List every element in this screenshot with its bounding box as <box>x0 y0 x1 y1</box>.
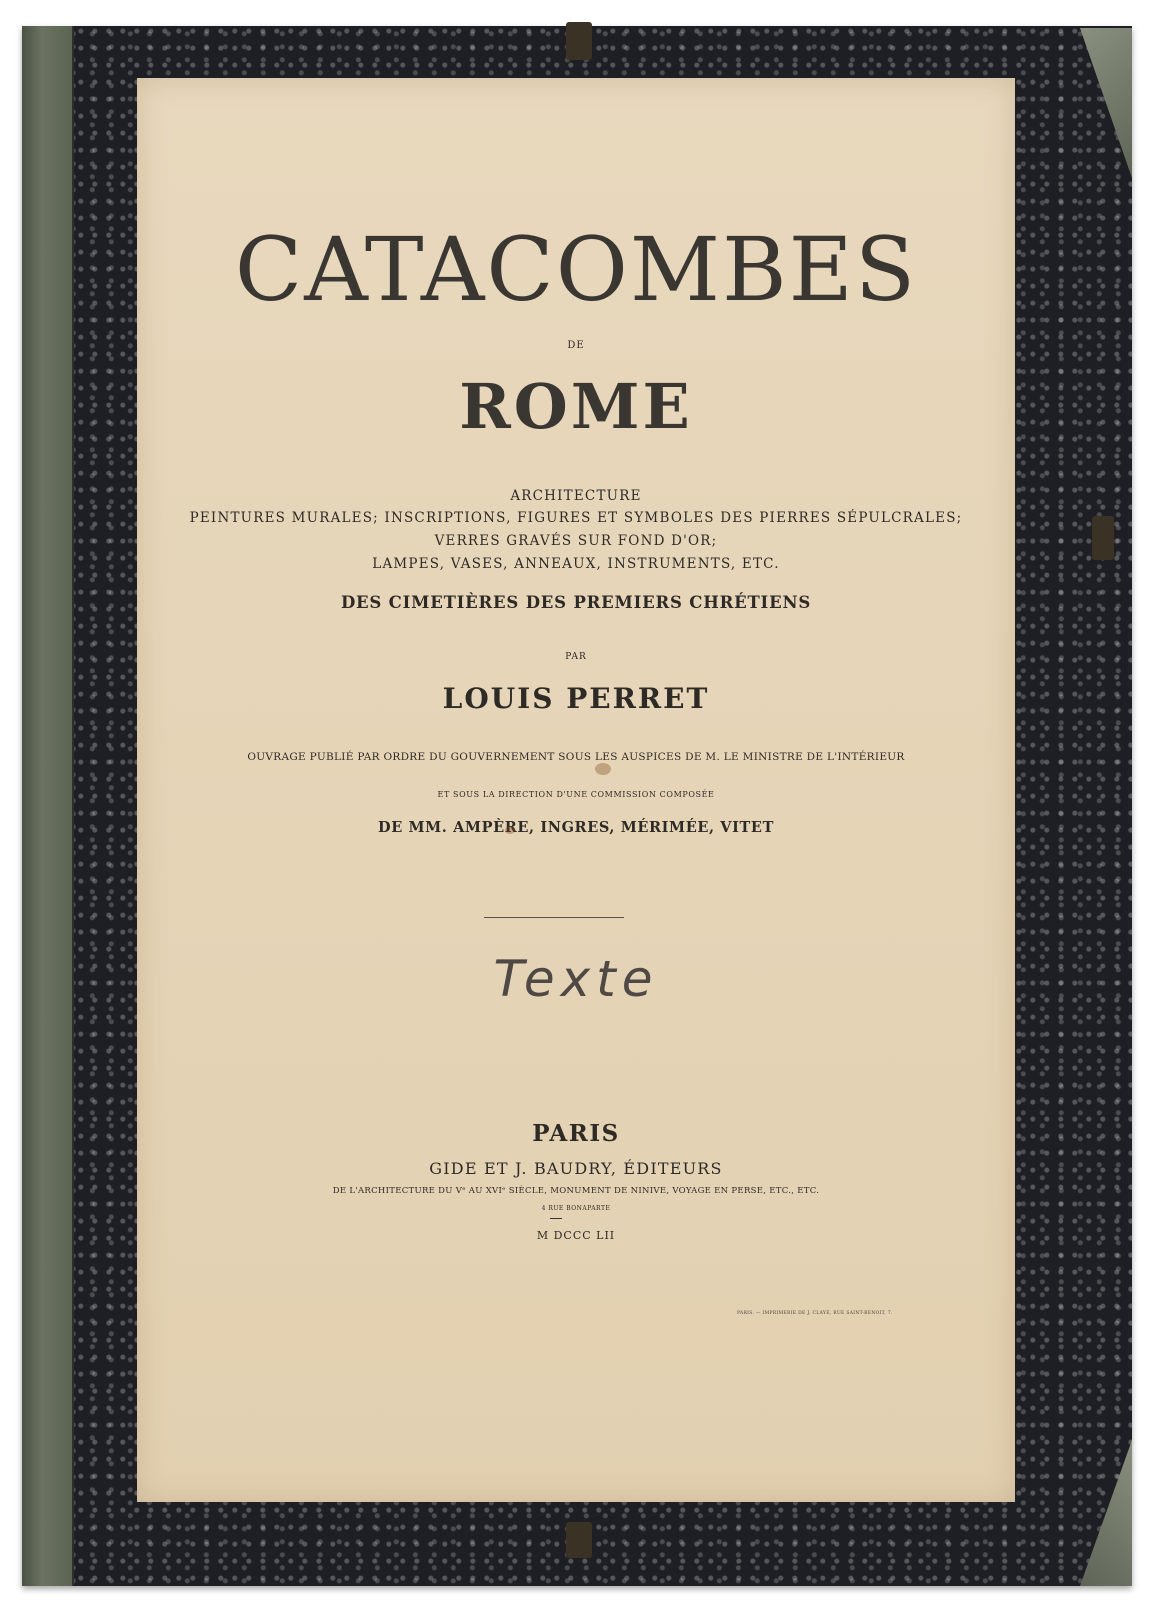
title-label <box>137 78 1015 1502</box>
contents-line: LAMPES, VASES, ANNEAUX, INSTRUMENTS, ETC. <box>372 556 780 572</box>
cloth-tie-right <box>1092 516 1114 560</box>
volume-label: Texte <box>493 950 659 1008</box>
publisher-name: GIDE ET J. BAUDRY, ÉDITEURS <box>429 1159 723 1178</box>
title: CATACOMBES <box>234 218 918 321</box>
author-name: LOUIS PERRET <box>442 682 710 715</box>
contents-line: PEINTURES MURALES; INSCRIPTIONS, FIGURES ET SYMBOLES DES PIERRES SÉPULCRALES; <box>189 510 963 526</box>
contents-line: ARCHITECTURE <box>510 488 642 504</box>
cemeteries-line: DES CIMETIÈRES DES PREMIERS CHRÉTIENS <box>340 593 812 612</box>
stain-mark <box>595 763 611 775</box>
imprint-city: PARIS <box>532 1120 620 1147</box>
cloth-spine <box>22 26 74 1586</box>
cloth-tie-bottom <box>566 1522 592 1558</box>
publisher-address: 4 RUE BONAPARTE <box>541 1205 611 1212</box>
title-connector: DE <box>567 340 585 351</box>
publication-year: M DCCC LII <box>536 1229 616 1242</box>
commission-members: DE MM. AMPÈRE, INGRES, MÉRIMÉE, VITET <box>378 819 774 836</box>
direction-note: ET SOUS LA DIRECTION D'UNE COMMISSION COMPOSÉE <box>437 790 715 799</box>
publisher-works: DE L'ARCHITECTURE DU Vᵉ AU XVIᵉ SIÈCLE, MONUMENT DE NINIVE, VOYAGE EN PERSE, ETC., ETC. <box>332 1186 820 1196</box>
printer-imprint: PARIS. — IMPRIMERIE DE J. CLAYE, RUE SAINT-BENOIT, 7. <box>737 1311 893 1316</box>
cloth-tie-top <box>566 22 592 60</box>
subtitle: ROME <box>459 370 693 443</box>
by-line: PAR <box>565 652 587 662</box>
publication-note: OUVRAGE PUBLIÉ PAR ORDRE DU GOUVERNEMENT SOUS LES AUSPICES DE M. LE MINISTRE DE L'INTÉRIEUR <box>247 751 905 763</box>
divider-rule <box>484 917 624 918</box>
short-dash <box>550 1218 562 1219</box>
stain-mark <box>505 826 515 834</box>
contents-line: VERRES GRAVÉS SUR FOND D'OR; <box>434 533 718 549</box>
